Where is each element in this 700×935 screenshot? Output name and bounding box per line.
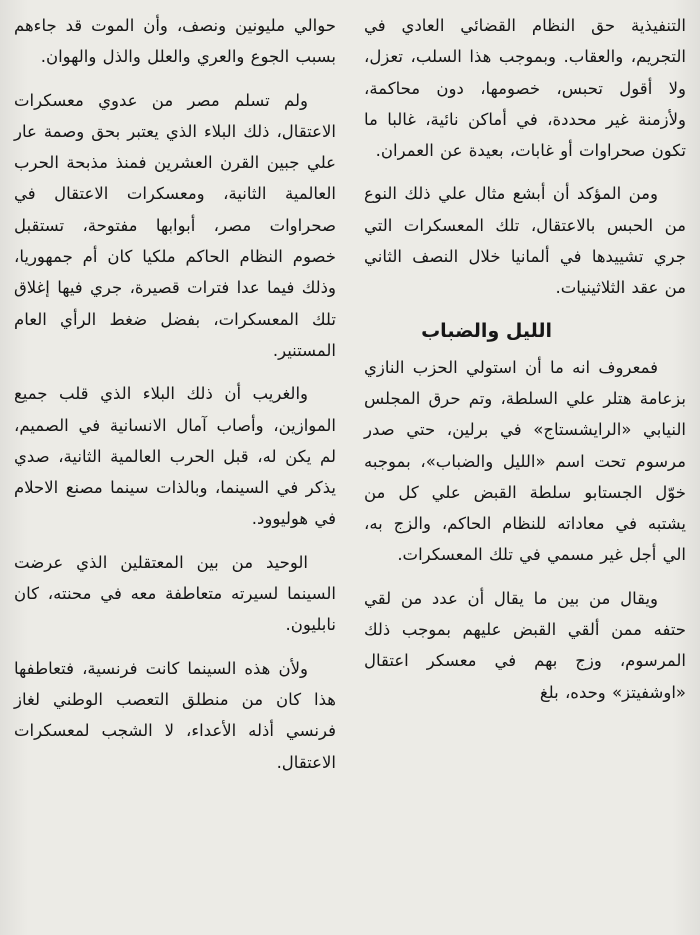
paragraph: ولأن هذه السينما كانت فرنسية، فتعاطفها هذا كان من منطلق التعصب الوطني لغاز فرنسي أذله الأعداء، لا الشجب لمعسكرات الاعتقال. <box>14 658 336 772</box>
left-column <box>14 10 336 935</box>
paragraph: ويقال من بين ما يقال أن عدد من لقي حتفه ممن ألقي القبض عليهم بموجب ذلك المرسوم، وزج بهم في معسكر اعتقال «اوشفيتز» وحده، بلغ <box>364 588 686 702</box>
paragraph: التنفيذية حق النظام القضائي العادي في التجريم، والعقاب. وبموجب هذا السلب، تعزل، ولا أقول تحبس، خصومها، دون محاكمة، ولأزمنة غير محددة، في أماكن نائية، غالبا ما تكون صحراوات أو غابات، بعيدة عن العمران. <box>364 16 686 161</box>
right-column <box>364 10 686 935</box>
paragraph: حوالي مليونين ونصف، وأن الموت قد جاءهم بسبب الجوع والعري والعلل والذل والهوان. <box>14 16 336 67</box>
section-heading: الليل والضباب <box>421 319 552 342</box>
paragraph: والغريب أن ذلك البلاء الذي قلب جميع الموازين، وأصاب آمال الانسانية في الصميم، لم يكن له، قبل الحرب العالمية الثانية، صدي يذكر في السينما، وبالذات سينما مصنع الاحلام في هوليوود. <box>14 384 336 529</box>
paragraph: ومن المؤكد أن أبشع مثال علي ذلك النوع من الحبس بالاعتقال، تلك المعسكرات التي جري تشييدها في ألمانيا خلال النصف الثاني من عقد الثلاثينيات. <box>364 184 686 298</box>
paragraph: ولم تسلم مصر من عدوي معسكرات الاعتقال، ذلك البلاء الذي يعتبر بحق وصمة عار علي جبين القرن العشرين فمنذ مذبحة الحرب العالمية الثانية، ومعسكرات الاعتقال في صحراوات مصر، أبوابها مفتوحة، تستقبل خصوم النظام الحاكم ملكيا كان أم جمهوريا، وذلك فيما عدا فترات قصيرة، جري فيها إغلاق تلك المعسكرات، بفضل ضغط الرأي العام المستنير. <box>14 90 336 360</box>
article-columns <box>14 10 686 935</box>
paragraph: الوحيد من بين المعتقلين الذي عرضت السينما لسيرته متعاطفة معه في محنته، كان نابليون. <box>14 552 336 635</box>
paragraph: فمعروف انه ما أن استولي الحزب النازي بزعامة هتلر علي السلطة، وتم حرق المجلس النيابي «الرايشستاج» في برلين، حتي صدر مرسوم تحت اسم «الليل والضباب»، بموجبه خوّل الجستابو سلطة القبض علي كل من يشتبه في معاداته للنظام الحاكم، والزج به، الي أجل غير مسمي في تلك المعسكرات. <box>364 357 686 565</box>
